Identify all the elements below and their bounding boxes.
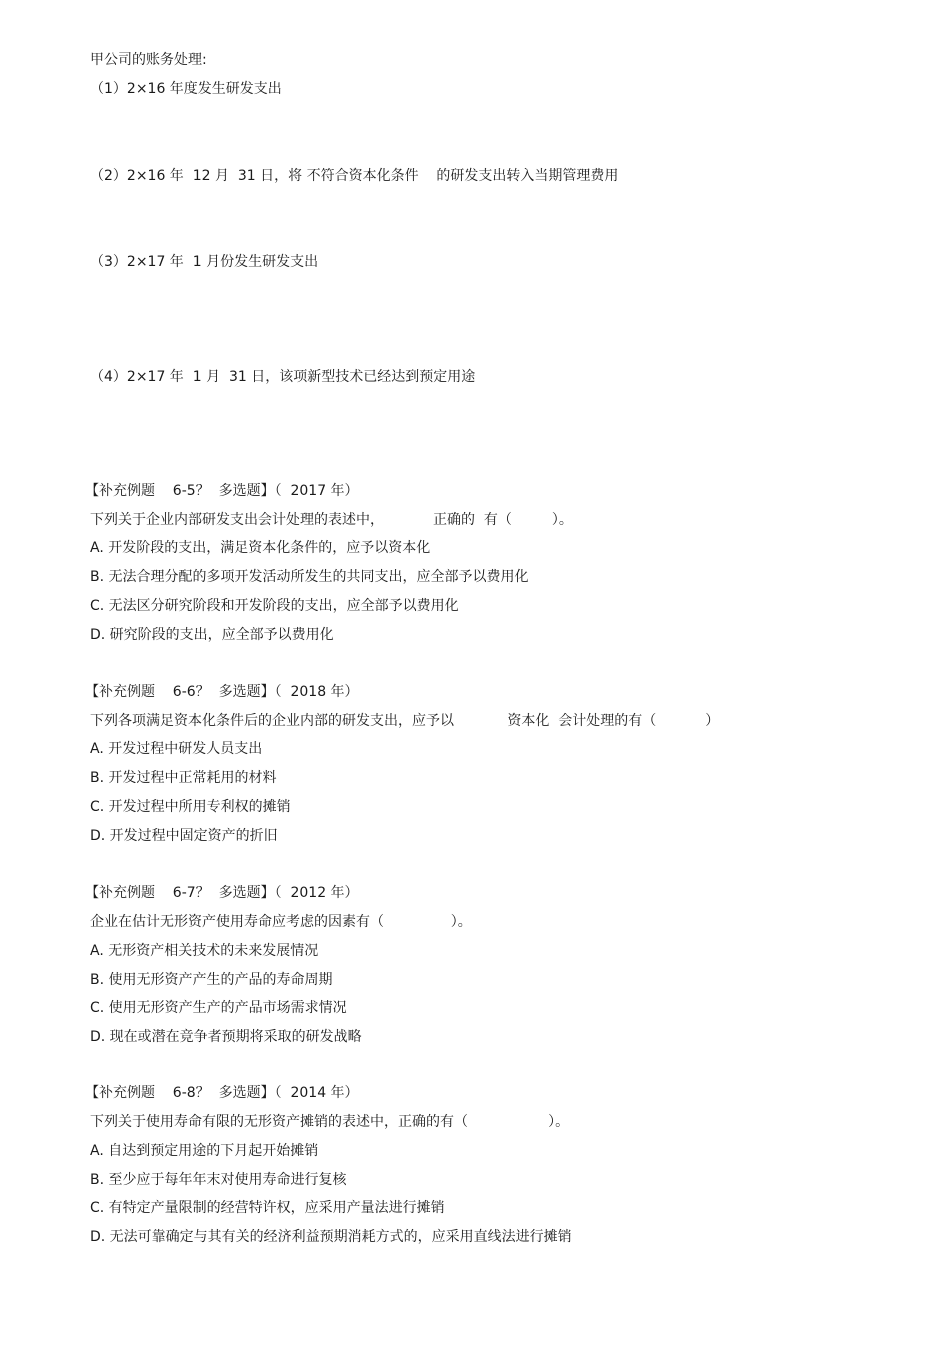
question-option-a: A. 开发过程中研发人员支出 (90, 741, 263, 757)
question-stem: 下列关于企业内部研发支出会计处理的表述中， 正确的 有（ ）。 (90, 512, 573, 528)
question-option-d: D. 开发过程中固定资产的折旧 (90, 828, 278, 844)
question-stem: 企业在估计无形资产使用寿命应考虑的因素有（ ）。 (90, 914, 472, 930)
question-option-b: B. 使用无形资产产生的产品的寿命周期 (90, 972, 333, 988)
intro-step-3: （3）2×17 年 1 月份发生研发支出 (90, 254, 319, 270)
question-option-d: D. 无法可靠确定与其有关的经济利益预期消耗方式的，应采用直线法进行摊销 (90, 1229, 572, 1245)
question-header: 【补充例题 6-8？ 多选题】（ 2014 年） (85, 1085, 359, 1101)
question-header: 【补充例题 6-7？ 多选题】（ 2012 年） (85, 885, 359, 901)
intro-title: 甲公司的账务处理: (90, 52, 207, 68)
question-option-a: A. 自达到预定用途的下月起开始摊销 (90, 1143, 319, 1159)
question-stem: 下列关于使用寿命有限的无形资产摊销的表述中，正确的有（ ）。 (90, 1114, 570, 1130)
question-option-a: A. 开发阶段的支出，满足资本化条件的，应予以资本化 (90, 540, 431, 556)
question-option-a: A. 无形资产相关技术的未来发展情况 (90, 943, 319, 959)
intro-step-1: （1）2×16 年度发生研发支出 (90, 81, 282, 97)
question-option-c: C. 有特定产量限制的经营特许权，应采用产量法进行摊销 (90, 1200, 445, 1216)
question-header: 【补充例题 6-5？ 多选题】（ 2017 年） (85, 483, 359, 499)
intro-step-2: （2）2×16 年 12 月 31 日，将 不符合资本化条件 的研发支出转入当期管理费用 (90, 168, 619, 184)
question-option-b: B. 至少应于每年年末对使用寿命进行复核 (90, 1172, 347, 1188)
question-option-d: D. 现在或潜在竞争者预期将采取的研发战略 (90, 1029, 362, 1045)
question-option-d: D. 研究阶段的支出，应全部予以费用化 (90, 627, 334, 643)
question-option-c: C. 开发过程中所用专利权的摊销 (90, 799, 291, 815)
question-header: 【补充例题 6-6？ 多选题】（ 2018 年） (85, 684, 359, 700)
intro-step-4: （4）2×17 年 1 月 31 日，该项新型技术已经达到预定用途 (90, 369, 476, 385)
question-option-c: C. 无法区分研究阶段和开发阶段的支出，应全部予以费用化 (90, 598, 459, 614)
question-option-b: B. 开发过程中正常耗用的材料 (90, 770, 277, 786)
question-stem: 下列各项满足资本化条件后的企业内部的研发支出，应予以 资本化 会计处理的有（ ） (90, 713, 720, 729)
question-option-c: C. 使用无形资产生产的产品市场需求情况 (90, 1000, 347, 1016)
question-option-b: B. 无法合理分配的多项开发活动所发生的共同支出，应全部予以费用化 (90, 569, 529, 585)
